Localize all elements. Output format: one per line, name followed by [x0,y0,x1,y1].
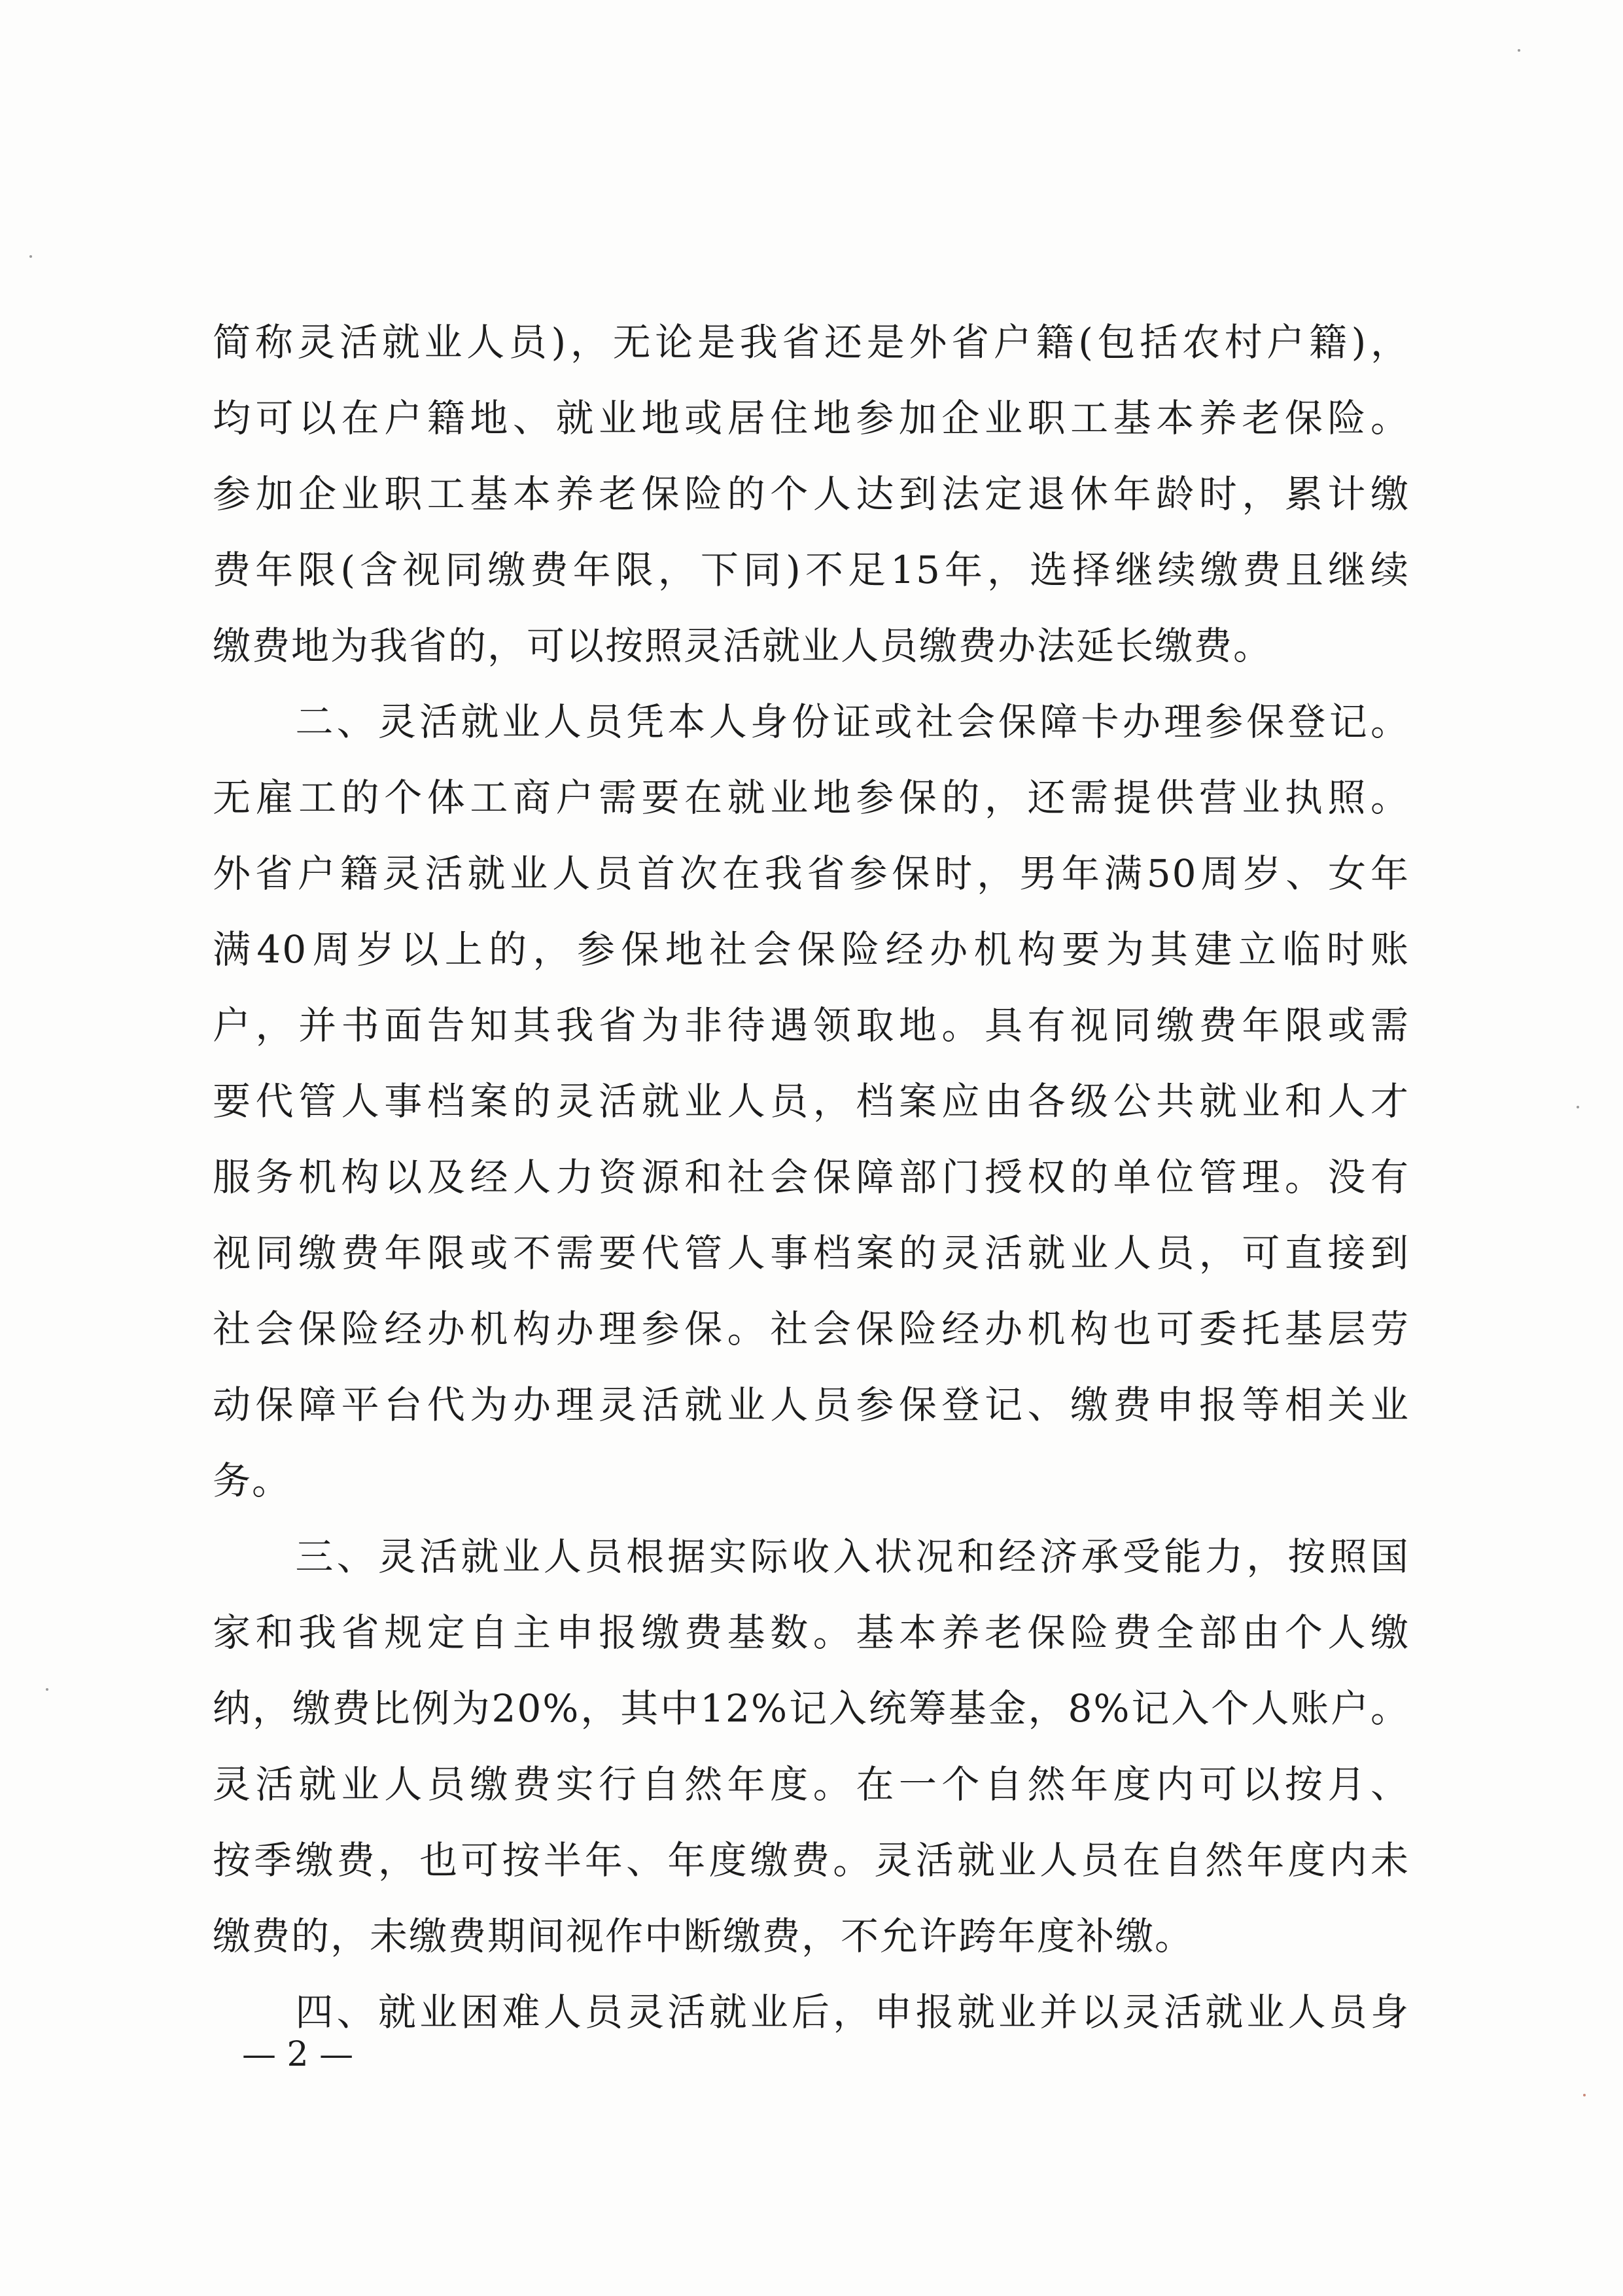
text-line: 户，并书面告知其我省为非待遇领取地。具有视同缴费年限或需 [213,1003,1410,1048]
text-line: 简称灵活就业人员)，无论是我省还是外省户籍(包括农村户籍)， [213,320,1410,364]
text-line: 视同缴费年限或不需要代管人事档案的灵活就业人员，可直接到 [213,1231,1410,1275]
text-line: 要代管人事档案的灵活就业人员，档案应由各级公共就业和人才 [213,1079,1410,1123]
text-line: 灵活就业人员缴费实行自然年度。在一个自然年度内可以按月、 [213,1762,1410,1807]
text-line: 三、灵活就业人员根据实际收入状况和经济承受能力，按照国 [213,1534,1410,1579]
text-line: 满40周岁以上的，参保地社会保险经办机构要为其建立临时账 [213,927,1410,972]
scan-speck [46,1688,48,1691]
text-line: 缴费地为我省的，可以按照灵活就业人员缴费办法延长缴费。 [213,624,1273,668]
text-line: 动保障平台代为办理灵活就业人员参保登记、缴费申报等相关业 [213,1383,1410,1427]
text-line: 社会保险经办机构办理参保。社会保险经办机构也可委托基层劳 [213,1307,1410,1351]
text-line: 参加企业职工基本养老保险的个人达到法定退休年龄时，累计缴 [213,472,1410,516]
text-line: 纳，缴费比例为20%，其中12%记入统筹基金，8%记入个人账户。 [213,1686,1410,1731]
text-line: 费年限(含视同缴费年限，下同)不足15年，选择继续缴费且继续 [213,548,1410,592]
text-line: 二、灵活就业人员凭本人身份证或社会保障卡办理参保登记。 [213,699,1410,744]
text-line: 服务机构以及经人力资源和社会保障部门授权的单位管理。没有 [213,1155,1410,1199]
text-line: 外省户籍灵活就业人员首次在我省参保时，男年满50周岁、女年 [213,851,1410,896]
text-line: 按季缴费，也可按半年、年度缴费。灵活就业人员在自然年度内未 [213,1838,1410,1882]
text-line: 缴费的，未缴费期间视作中断缴费，不允许跨年度补缴。 [213,1914,1195,1958]
text-line: 四、就业困难人员灵活就业后，申报就业并以灵活就业人员身 [213,1990,1410,2034]
text-line: 务。 [213,1458,292,1503]
text-line: 家和我省规定自主申报缴费基数。基本养老保险费全部由个人缴 [213,1610,1410,1655]
scan-speck [29,255,32,258]
scan-speck [1583,2094,1586,2096]
scan-speck [1518,49,1520,52]
text-line: 无雇工的个体工商户需要在就业地参保的，还需提供营业执照。 [213,775,1410,820]
text-line: 均可以在户籍地、就业地或居住地参加企业职工基本养老保险。 [213,396,1410,440]
page-number: — 2 — [242,2035,354,2074]
body-text [213,304,1410,2050]
scan-speck [1577,1106,1579,1108]
